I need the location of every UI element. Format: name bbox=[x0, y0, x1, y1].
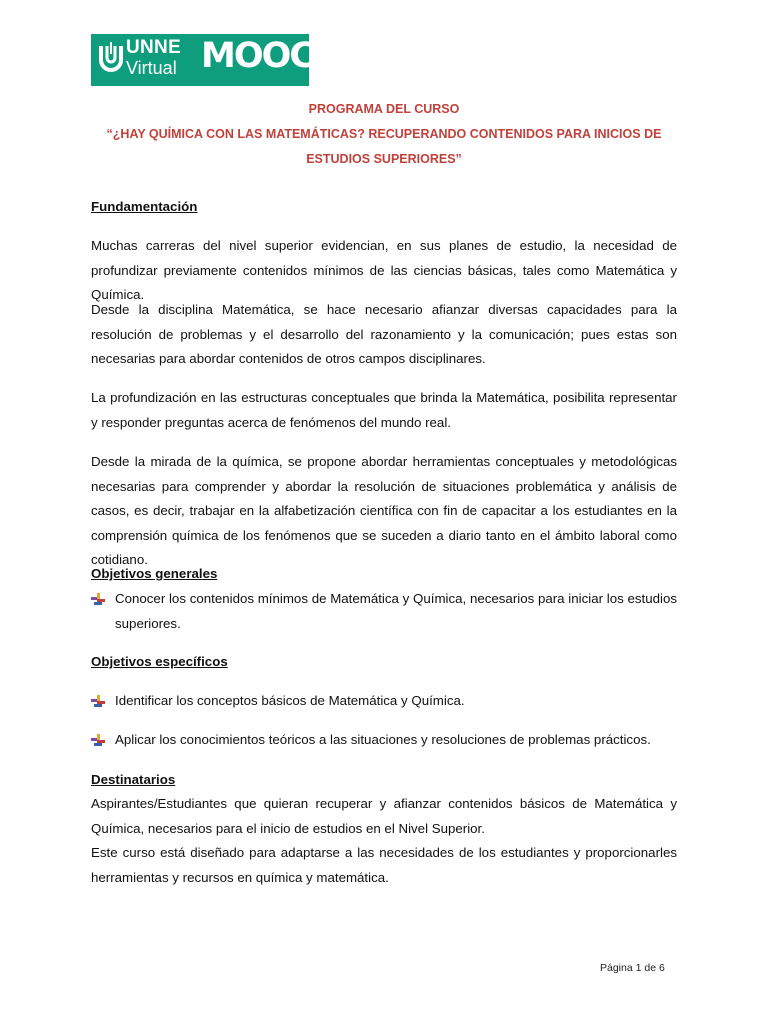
unne-emblem-icon bbox=[97, 40, 125, 78]
bullet-icon bbox=[91, 593, 105, 605]
list-item bbox=[91, 587, 677, 636]
objective-text: Conocer los contenidos mínimos de Matemática y Química, necesarios para iniciar los estudios superiores. bbox=[115, 591, 677, 631]
paragraph-fundamentacion-4: Desde la mirada de la química, se propone abordar herramientas conceptuales y metodológicas necesarias para comprender y abordar la resolución de situaciones problemática y análisis de casos, es decir, trabajar en la alfabetización científica con fin de capacitar a los estudiantes en la comprensión química de los fenómenos que se suceden a diario tanto en el ámbito laboral como cotidiano. bbox=[91, 454, 677, 567]
bullet-icon bbox=[91, 734, 105, 746]
unne-virtual-mooc-logo bbox=[91, 34, 314, 86]
section-heading-destinatarios: Destinatarios bbox=[91, 772, 176, 787]
list-item bbox=[91, 689, 677, 714]
course-title-line2: ESTUDIOS SUPERIORES” bbox=[306, 152, 462, 166]
logo-brand: UNNE bbox=[126, 37, 182, 58]
objective-text: Identificar los conceptos básicos de Matemática y Química. bbox=[115, 693, 465, 708]
course-title-line1: “¿HAY QUÍMICA CON LAS MATEMÁTICAS? RECUPERANDO CONTENIDOS PARA INICIOS DE bbox=[106, 127, 662, 141]
paragraph-fundamentacion-1: Muchas carreras del nivel superior evidencian, en sus planes de estudio, la necesidad de profundizar previamente contenidos mínimos de las ciencias básicas, tales como Matemática y Química. bbox=[91, 238, 677, 302]
paragraph-fundamentacion-2: Desde la disciplina Matemática, se hace necesario afianzar diversas capacidades para la resolución de problemas y el desarrollo del razonamiento y la comunicación; pues estas son necesarias para abordar contenidos de otros campos disciplinares. bbox=[91, 302, 677, 366]
logo-product: MOOC bbox=[201, 36, 314, 76]
paragraph-destinatarios-2: Este curso está diseñado para adaptarse a las necesidades de los estudiantes y proporcionarles herramientas y recursos en química y matemática. bbox=[91, 845, 677, 885]
list-item bbox=[91, 728, 677, 753]
paragraph-destinatarios-1: Aspirantes/Estudiantes que quieran recuperar y afianzar contenidos básicos de Matemática y Química, necesarios para el inicio de estudios en el Nivel Superior. bbox=[91, 796, 677, 836]
section-heading-objetivos-generales: Objetivos generales bbox=[91, 566, 218, 581]
section-heading-objetivos-especificos: Objetivos específicos bbox=[91, 654, 228, 669]
section-heading-fundamentacion: Fundamentación bbox=[91, 199, 198, 214]
bullet-icon bbox=[91, 695, 105, 707]
paragraph-fundamentacion-3: La profundización en las estructuras conceptuales que brinda la Matemática, posibilita representar y responder preguntas acerca de fenómenos del mundo real. bbox=[91, 390, 677, 430]
page-number: Página 1 de 6 bbox=[600, 962, 665, 974]
program-label: PROGRAMA DEL CURSO bbox=[308, 102, 460, 116]
objective-text: Aplicar los conocimientos teóricos a las situaciones y resoluciones de problemas prácticos. bbox=[115, 732, 651, 747]
logo-sub: Virtual bbox=[126, 58, 177, 78]
